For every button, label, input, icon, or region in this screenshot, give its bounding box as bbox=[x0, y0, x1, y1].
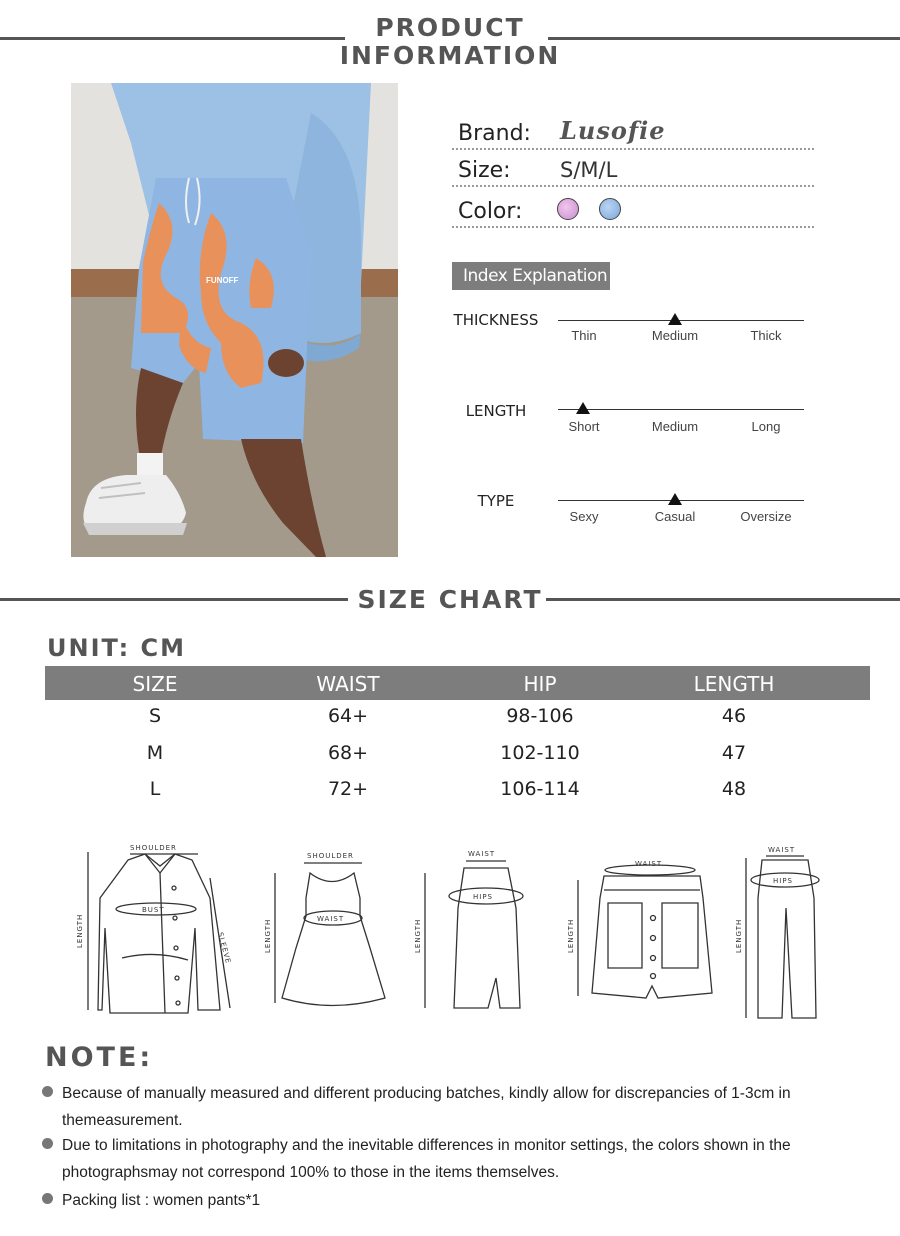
index-type-label: TYPE bbox=[477, 492, 515, 510]
size-table-header bbox=[45, 666, 870, 700]
jacket-length-label: LENGTH bbox=[76, 913, 84, 948]
row-l-waist: 72+ bbox=[327, 778, 369, 800]
row-m-size: M bbox=[146, 742, 164, 764]
measurement-diagrams bbox=[70, 838, 840, 1028]
note-text: Because of manually measured and different producing batches, kindly allow for discrepancies of 1-3cm in themeasurement. bbox=[62, 1085, 791, 1129]
product-info-title bbox=[330, 14, 570, 70]
jacket-bust-label: BUST bbox=[142, 906, 165, 914]
index-length-scale bbox=[558, 409, 804, 410]
index-type-marker bbox=[668, 493, 682, 505]
size-chart-title: SIZE CHART bbox=[357, 585, 543, 614]
color-label: Color: bbox=[458, 199, 523, 224]
product-info-title-line1: PRODUCT bbox=[375, 13, 525, 42]
unit-label: UNIT: CM bbox=[47, 634, 187, 662]
index-explanation-badge: Index Explanation bbox=[452, 262, 610, 290]
color-swatch-blue[interactable] bbox=[599, 198, 621, 220]
row-l-length: 48 bbox=[721, 778, 747, 800]
color-row bbox=[452, 188, 814, 228]
brand-label: Brand: bbox=[458, 121, 531, 146]
skirt-waist-label: WAIST bbox=[468, 850, 496, 858]
row-m-length: 47 bbox=[721, 742, 747, 764]
index-thickness-marker bbox=[668, 313, 682, 325]
index-thickness-option-thick: Thick bbox=[750, 328, 782, 343]
row-s-size: S bbox=[148, 705, 162, 727]
index-length-option-medium: Medium bbox=[651, 419, 699, 434]
row-s-hip: 98-106 bbox=[506, 705, 574, 727]
skirt-diagram bbox=[414, 850, 523, 1008]
index-thickness-option-thin: Thin bbox=[571, 328, 597, 343]
skirt-length-label: LENGTH bbox=[414, 918, 422, 953]
shorts-length-label: LENGTH bbox=[567, 918, 575, 953]
product-info-title-line2: INFORMATION bbox=[339, 41, 561, 70]
note-item bbox=[42, 1132, 842, 1186]
brand-value: Lusofie bbox=[560, 116, 666, 145]
index-type-option-casual: Casual bbox=[654, 509, 696, 524]
index-type-option-sexy: Sexy bbox=[569, 509, 599, 524]
index-length-label: LENGTH bbox=[465, 402, 527, 420]
pants-waist-label: WAIST bbox=[768, 846, 796, 854]
note-bullet bbox=[42, 1193, 53, 1204]
jacket-sleeve-label: SLEEVE bbox=[216, 931, 233, 965]
header-rule-left bbox=[0, 37, 345, 40]
index-length-option-long: Long bbox=[751, 419, 781, 434]
skirt-hips-label: HIPS bbox=[473, 893, 493, 901]
header-size: SIZE bbox=[132, 672, 178, 696]
pants-hips-label: HIPS bbox=[773, 877, 793, 885]
header-hip: HIP bbox=[523, 672, 557, 696]
index-thickness-option-medium: Medium bbox=[651, 328, 699, 343]
dress-length-label: LENGTH bbox=[264, 918, 272, 953]
note-item bbox=[42, 1080, 842, 1134]
dress-diagram bbox=[264, 852, 385, 1006]
shorts-print-text: FUNOFF bbox=[206, 276, 239, 285]
note-text: Packing list : women pants*1 bbox=[62, 1192, 261, 1209]
dress-waist-label: WAIST bbox=[317, 915, 345, 923]
row-m-waist: 68+ bbox=[327, 742, 369, 764]
product-photo-illustration bbox=[71, 83, 398, 557]
note-bullet bbox=[42, 1138, 53, 1149]
color-swatch-pink[interactable] bbox=[557, 198, 579, 220]
jacket-shoulder-label: SHOULDER bbox=[130, 844, 177, 852]
shorts-waist-label: WAIST bbox=[635, 860, 663, 868]
row-l-size: L bbox=[149, 778, 161, 800]
row-m-hip: 102-110 bbox=[500, 742, 580, 764]
index-type-option-oversize: Oversize bbox=[740, 509, 792, 524]
row-l-hip: 106-114 bbox=[500, 778, 580, 800]
row-s-length: 46 bbox=[721, 705, 747, 727]
note-title: NOTE: bbox=[45, 1042, 154, 1073]
pants-diagram bbox=[735, 846, 819, 1018]
row-s-waist: 64+ bbox=[327, 705, 369, 727]
size-chart-rule-right bbox=[546, 598, 900, 601]
index-length-option-short: Short bbox=[568, 419, 600, 434]
pants-length-label: LENGTH bbox=[735, 918, 743, 953]
shorts-diagram bbox=[567, 860, 712, 998]
jacket-diagram bbox=[76, 844, 232, 1013]
note-item bbox=[42, 1187, 842, 1214]
size-row bbox=[452, 147, 814, 187]
size-value: S/M/L bbox=[560, 158, 618, 182]
dress-shoulder-label: SHOULDER bbox=[307, 852, 354, 860]
header-waist: WAIST bbox=[316, 672, 380, 696]
index-thickness-label: THICKNESS bbox=[453, 311, 539, 329]
size-chart-rule-left bbox=[0, 598, 348, 601]
brand-row bbox=[452, 110, 814, 150]
note-text: Due to limitations in photography and the inevitable differences in monitor settings, the colors shown in the photographsmay not correspond 100% to those in the items themselves. bbox=[62, 1137, 791, 1181]
index-length-marker bbox=[576, 402, 590, 414]
product-photo bbox=[71, 83, 398, 557]
note-bullet bbox=[42, 1086, 53, 1097]
header-rule-right bbox=[548, 37, 900, 40]
size-label: Size: bbox=[458, 158, 511, 183]
header-length: LENGTH bbox=[693, 672, 775, 696]
